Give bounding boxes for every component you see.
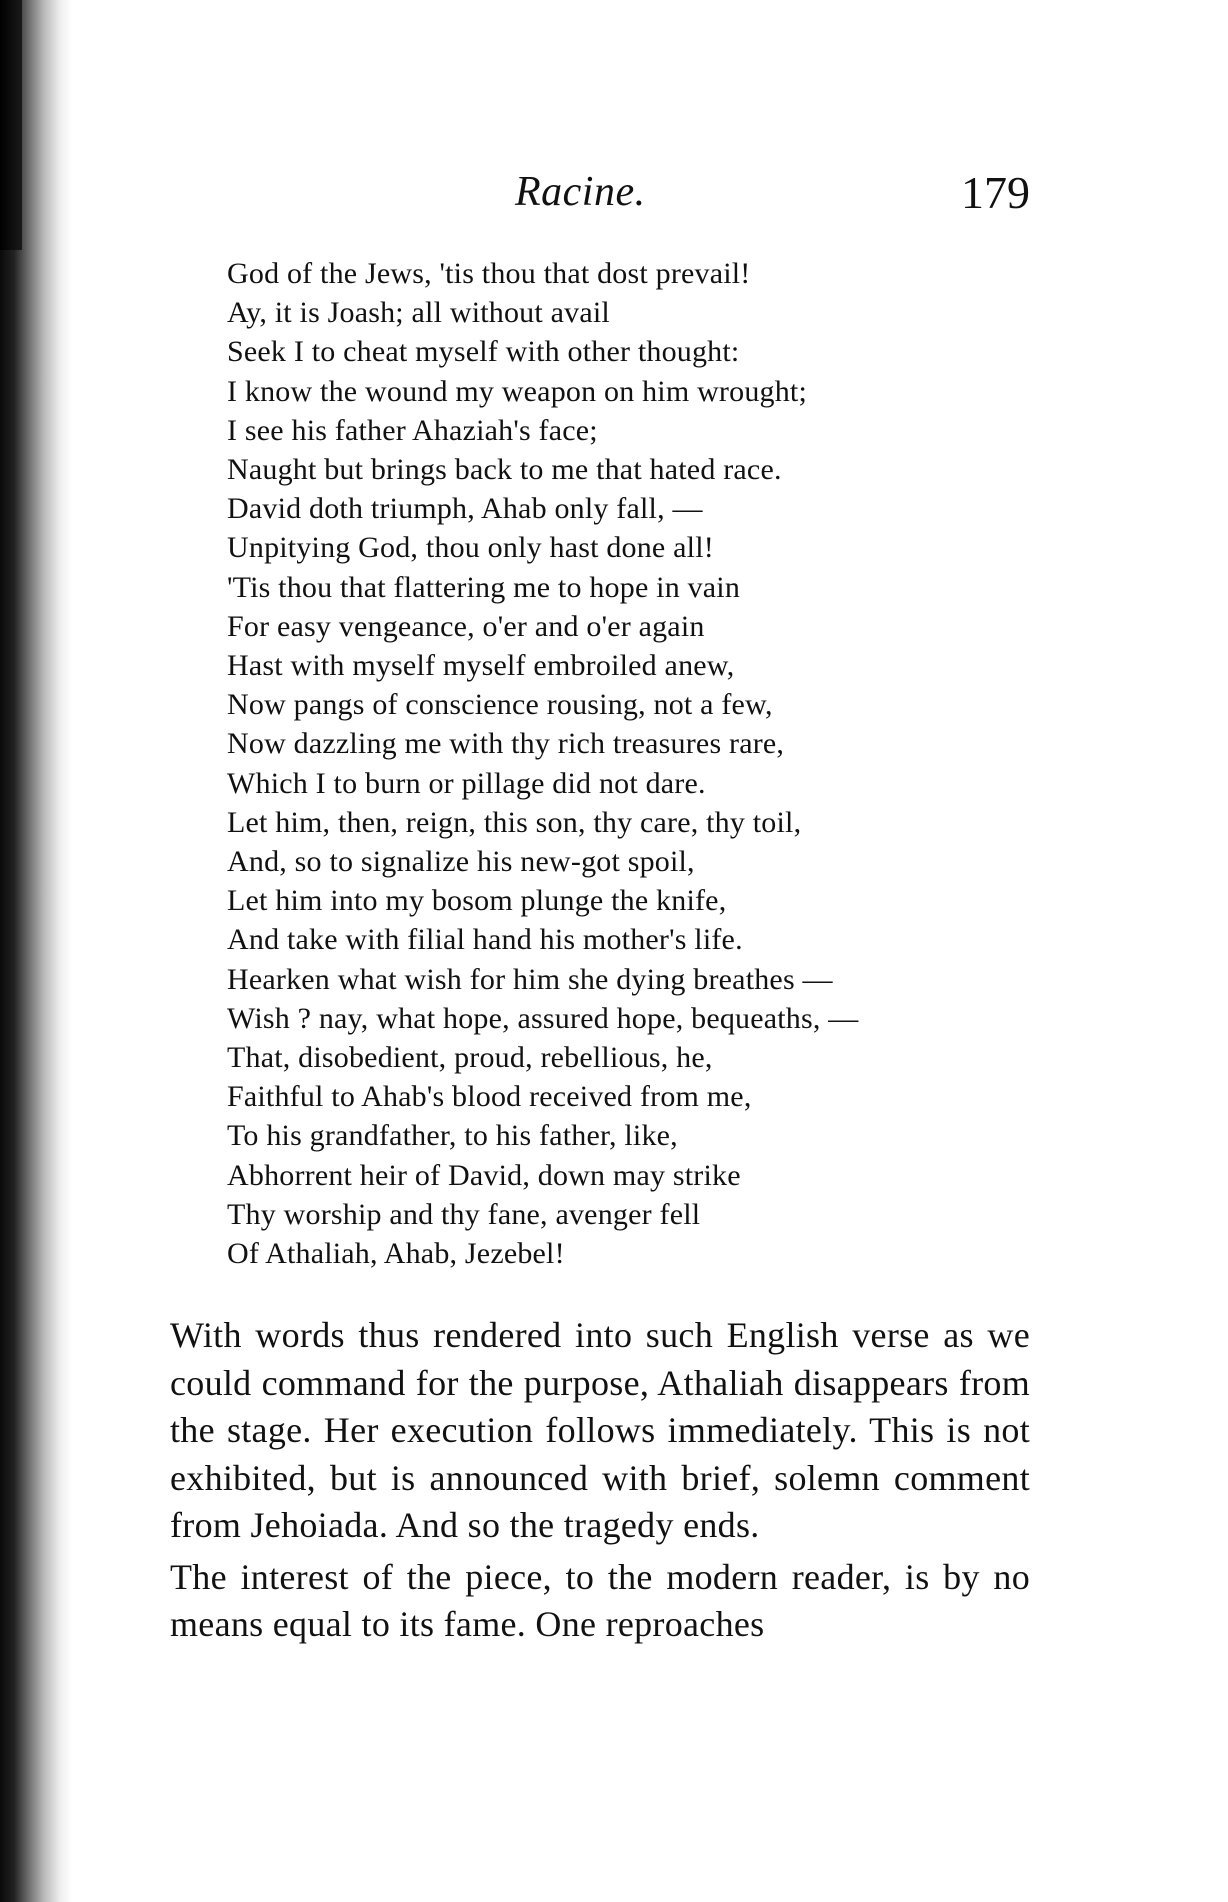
verse-line: Of Athaliah, Ahab, Jezebel! xyxy=(227,1237,565,1271)
verse-line: Faithful to Ahab's blood received from me, xyxy=(227,1080,752,1114)
verse-line: I know the wound my weapon on him wrought; xyxy=(227,374,807,408)
book-spine-shadow xyxy=(0,0,72,1902)
verse-line: Thy worship and thy fane, avenger fell xyxy=(227,1197,701,1231)
running-head xyxy=(170,168,1030,228)
verse-line: God of the Jews, 'tis thou that dost prevail! xyxy=(227,257,751,290)
verse-line: Hearken what wish for him she dying breathes — xyxy=(227,962,833,996)
verse-block xyxy=(227,254,1047,1273)
verse-line: I see his father Ahaziah's face; xyxy=(227,413,598,447)
verse-line: Let him, then, reign, this son, thy care, thy toil, xyxy=(227,805,802,839)
verse-line: David doth triumph, Ahab only fall, — xyxy=(227,492,703,526)
verse-line: Naught but brings back to me that hated race. xyxy=(227,453,782,487)
verse-line: Now dazzling me with thy rich treasures rare, xyxy=(227,727,785,761)
verse-line: Now pangs of conscience rousing, not a few, xyxy=(227,688,773,722)
prose-block xyxy=(170,1312,1030,1649)
verse-line: Abhorrent heir of David, down may strike xyxy=(227,1158,741,1192)
verse-line: To his grandfather, to his father, like, xyxy=(227,1119,678,1153)
verse-line: For easy vengeance, o'er and o'er again xyxy=(227,609,705,643)
book-spine-edge xyxy=(0,0,22,250)
paragraph: The interest of the piece, to the modern reader, is by no means equal to its fame. One reproaches xyxy=(170,1556,1030,1644)
running-title: Racine. xyxy=(515,169,646,215)
verse-line: Seek I to cheat myself with other thought: xyxy=(227,335,740,369)
verse-line: Let him into my bosom plunge the knife, xyxy=(227,884,727,918)
verse-line: Unpitying God, thou only hast done all! xyxy=(227,531,714,565)
paragraph: With words thus rendered into such English verse as we could command for the purpose, Athaliah disappears from the stage. Her execution follows immediately. This is not exhibited, but is announced with brief, solemn comment from Jehoiada. And so the tragedy ends. xyxy=(170,1315,1030,1545)
verse-line: Wish ? nay, what hope, assured hope, bequeaths, — xyxy=(227,1001,859,1035)
page-number: 179 xyxy=(961,167,1030,218)
verse-line: That, disobedient, proud, rebellious, he, xyxy=(227,1041,713,1075)
verse-line: Hast with myself myself embroiled anew, xyxy=(227,649,735,683)
verse-line: And, so to signalize his new-got spoil, xyxy=(227,845,695,879)
verse-line: 'Tis thou that flattering me to hope in vain xyxy=(227,570,741,604)
verse-line: Which I to burn or pillage did not dare. xyxy=(227,766,706,800)
verse-line: Ay, it is Joash; all without avail xyxy=(227,296,610,330)
verse-line: And take with filial hand his mother's life. xyxy=(227,923,743,957)
